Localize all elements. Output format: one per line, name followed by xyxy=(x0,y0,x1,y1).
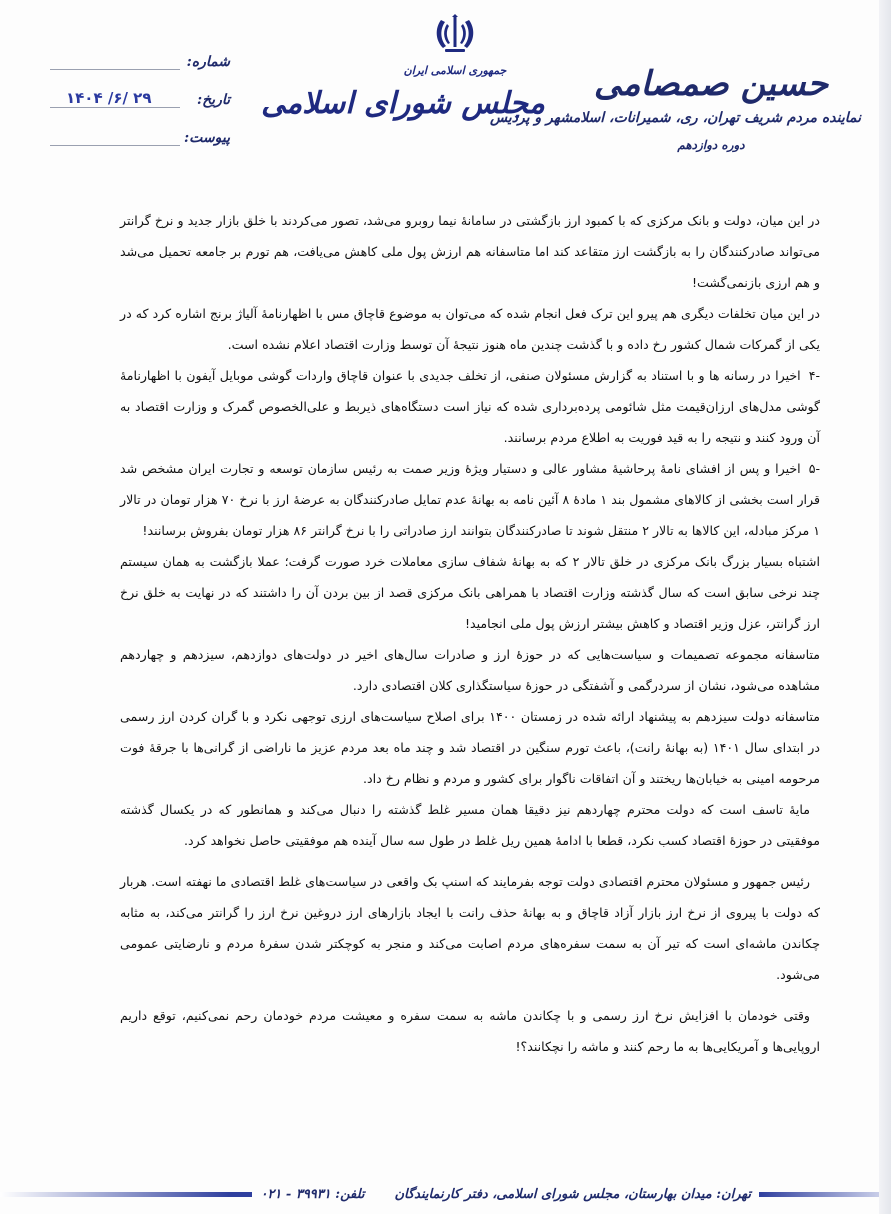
footer-address: تهران: میدان بهارستان، مجلس شورای اسلامی، دفتر کارنمایندگان xyxy=(394,1186,751,1202)
footer-rule xyxy=(230,1192,252,1197)
numbered-item-5 xyxy=(120,453,820,546)
paragraph: در این میان، دولت و بانک مرکزی که با کمبود ارز بازگشتی در سامانهٔ نیما روبرو می‌شد، تصور می‌کردند با خلق بازار جدید و نرخ گرانتر می‌تواند صادرکنندگان را به بازگشت ارز متقاعد کند اما متاسفانه هم ارزش پول ملی کاهش می‌یافت، هم تورم بر جامعه تحمیل می‌شد و هم ارزی بازنمی‌گشت! xyxy=(120,213,820,290)
paragraph: در این میان تخلفات دیگری هم پیرو این ترک فعل انجام شده که می‌توان به موضوع قاچاق مس با اظهارنامهٔ آلیاژ برنج اشاره کرد که در یکی از گمرکات شمال کشور رخ داده و با گذشت چندین ماه هنوز نتیجهٔ آن توسط وزارت اقتصاد اعلام نشده است. xyxy=(120,306,820,352)
date-value: ۱۴۰۴ /۶/ ۲۹ xyxy=(66,89,152,107)
footer-phone: تلفن: ۳۹۹۳۱ - ۰۲۱ xyxy=(260,1186,365,1202)
footer-rule xyxy=(0,1192,230,1197)
item-number: -۴ xyxy=(808,368,820,383)
footer-rule xyxy=(759,1192,879,1197)
date-line xyxy=(50,89,180,108)
sender-role: نماینده مردم شریف تهران، ری، شمیرانات، اسلامشهر و پردیس xyxy=(489,110,861,126)
paragraph: متاسفانه مجموعه تصمیمات و سیاست‌هایی که در حوزهٔ ارز و صادرات سال‌های اخیر در دولت‌های دوازدهم، سیزدهم و چهاردهم مشاهده می‌شود، نشان از سردرگمی و آشفتگی در حوزهٔ سیاستگذاری کلان اقتصادی دارد. xyxy=(120,647,820,693)
attachment-line xyxy=(50,127,180,146)
parliament-emblem-block xyxy=(261,14,545,127)
sender-name: حسین صمصامی xyxy=(593,64,829,104)
sender-term: دوره دوازدهم xyxy=(677,138,745,152)
paragraph: اشتباه بسیار بزرگ بانک مرکزی در خلق تالار ۲ که به بهانهٔ شفاف سازی معاملات خرد صورت گرفت؛ عملا بازگشت به همان سیستم چند نرخی سابق است که سال گذشته وزارت اقتصاد با همراهی بانک مرکزی قصد از بین بردن آن را داشتند که در نهایت به خلق نرخ ارز گرانتر، عزل وزیر اقتصاد و کاهش بیشتر ارزش پول ملی انجامید! xyxy=(120,554,820,631)
item-text: اخیرا در رسانه ها و با استناد به گزارش مسئولان صنفی، از تخلف جدیدی با عنوان قاچاق واردات گوشی موبایل آیفون با اظهارنامهٔ گوشی مدل‌های ارزان‌قیمت مثل شائومی پرده‌برداری شده که نیاز است دستگاه‌های ذیربط و علی‌الخصوص گمرک و وزارت اقتصاد به آن ورود کنند و نتیجه را به قید فوریت به اطلاع مردم برسانند. xyxy=(120,368,820,445)
page-edge-shadow xyxy=(879,0,891,1214)
letterhead-footer xyxy=(0,1182,879,1206)
number-label: شماره: xyxy=(186,54,230,70)
iran-emblem-icon xyxy=(433,14,477,54)
letter-reference-fields xyxy=(50,40,230,154)
paragraph: مایهٔ تاسف است که دولت محترم چهاردهم نیز دقیقا همان مسیر غلط گذشته را دنبال می‌کند و همانطور که در یکسال گذشته موفقیتی در حوزهٔ اقتصاد کسب نکرد، قطعا با ادامهٔ همین ریل غلط در طول سه سال آینده هم موفقیتی حاصل نخواهد کرد. xyxy=(120,802,820,848)
item-number: -۵ xyxy=(808,461,820,476)
paragraph: رئیس جمهور و مسئولان محترم اقتصادی دولت توجه بفرمایند که اسنپ بک واقعی در سیاست‌های غلط اقتصادی ما نهفته است. هربار که دولت با پیروی از نرخ ارز بازار آزاد قاچاق و به بهانهٔ حذف رانت با ایجاد بازارهای ارز دروغین نرخ ارز را گرانتر می‌کند، به مثابه چکاندن ماشه‌ای است که تیر آن به سمت سفره‌های مردم اصابت می‌کند و منجر به کوچکتر شدن سفرهٔ مردم و نارضایتی عمومی می‌شود. xyxy=(120,874,820,982)
emblem-title: مجلس شورای اسلامی xyxy=(261,86,545,121)
number-line xyxy=(50,51,180,70)
emblem-subtitle: جمهوری اسلامی ایران xyxy=(403,64,507,77)
attachment-label: پیوست: xyxy=(184,130,230,146)
letter-body xyxy=(120,205,820,1062)
numbered-item-4 xyxy=(120,360,820,453)
sender-block xyxy=(489,62,861,152)
date-field xyxy=(50,78,230,108)
paragraph: وقتی خودمان با افزایش نرخ ارز رسمی و با چکاندن ماشه به سمت سفره و معیشت مردم خودمان رحم نمی‌کنیم، توقع داریم اروپایی‌ها و آمریکایی‌ها به ما رحم کنند و ماشه را نچکانند؟! xyxy=(120,1008,820,1054)
date-label: تاریخ: xyxy=(196,92,230,108)
attachment-field xyxy=(50,116,230,146)
number-field xyxy=(50,40,230,70)
paragraph: متاسفانه دولت سیزدهم به پیشنهاد ارائه شده در زمستان ۱۴۰۰ برای اصلاح سیاست‌های ارزی توجهی نکرد و با گران کردن ارز رسمی در ابتدای سال ۱۴۰۱ (به بهانهٔ رانت)، باعث تورم سنگین در اقتصاد شد و چند ماه بعد مردم عزیز ما ناراضی از گرانی‌ها با جرقهٔ فوت مرحومه امینی به خیابان‌ها ریختند و آن اتفاقات ناگوار برای کشور و مردم و نظام رخ داد. xyxy=(120,709,820,786)
item-text: اخیرا و پس از افشای نامهٔ پرحاشیهٔ مشاور عالی و دستیار ویژهٔ وزیر صمت به رئیس سازمان توسعه و تجارت ایران مشخص شد قرار است بخشی از کالاهای مشمول بند ۱ مادهٔ ۸ آئین نامه به بهانهٔ عدم تمایل صادرکنندگان به عرضهٔ ارز با نرخ ۷۰ هزار تومان در تالار ۱ مرکز مبادله، این کالاها به تالار ۲ منتقل شوند تا صادرکنندگان بتوانند ارز صادراتی را با نرخ گرانتر ۸۶ هزار تومان بفروش برسانند! xyxy=(120,461,821,538)
